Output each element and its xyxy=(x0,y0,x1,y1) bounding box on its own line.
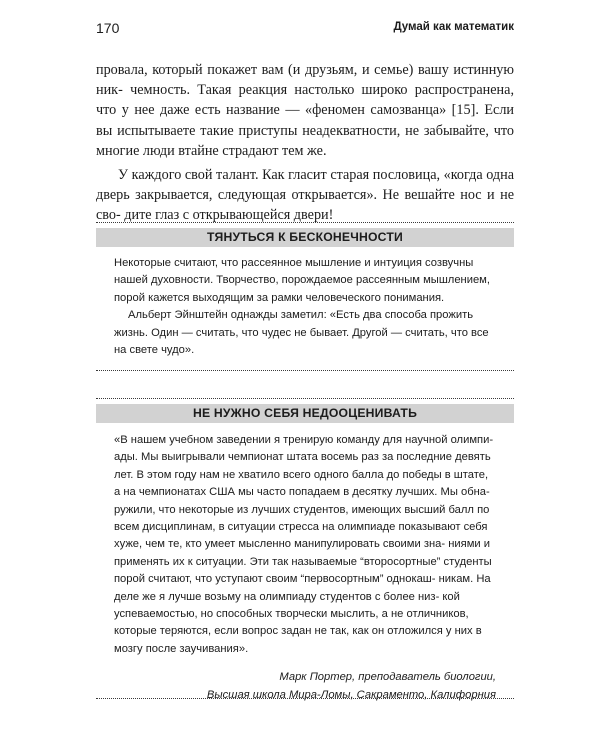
sidebar-title: НЕ НУЖНО СЕБЯ НЕДООЦЕНИВАТЬ xyxy=(96,404,514,423)
sidebar-title: ТЯНУТЬСЯ К БЕСКОНЕЧНОСТИ xyxy=(96,228,514,247)
text-line: лет. В этом году нам не хватило всего одного балла до победы в штате, xyxy=(114,468,489,481)
text-line: которые теряются, если вопрос задан не так, как он отложился у них xyxy=(114,625,473,638)
dotted-divider xyxy=(96,398,514,399)
text-line: себя хуже, чем те, кто умеет мысленно манипулировать своими зна- xyxy=(114,521,488,551)
text-line: никам. На деле же я лучше возьму на олимпиаду студентов с более низ- xyxy=(114,573,491,603)
text-line: в мозгу после заучивания». xyxy=(114,625,482,655)
sidebar-body xyxy=(114,255,496,359)
text-line: ружили, что некоторые из лучших студентов, имеющих высший балл xyxy=(114,503,474,516)
sidebar-paragraph-2 xyxy=(114,307,496,359)
text-line: на свете чудо». xyxy=(114,344,195,357)
text-line: а на чемпионатах США мы часто попадаем в десятку лучших. Мы обна- xyxy=(114,486,490,499)
text-line: «В нашем учебном заведении я тренирую команду для научной олимпи- xyxy=(114,434,494,446)
text-line: дите глаз с открывающейся двери! xyxy=(124,207,334,224)
body-paragraph-1 xyxy=(96,60,514,161)
text-line: ады. Мы выигрывали чемпионат штата восемь раз за последние девять xyxy=(114,451,491,464)
text-line: ниями и применять их к ситуации. Эти так называемые “второсортные” xyxy=(114,538,491,568)
attribution-author: Марк Портер, преподаватель биологии, xyxy=(279,671,496,684)
attribution-school: Высшая школа Мира-Ломы, Сакраменто, Калифорния xyxy=(206,689,496,702)
sidebar-paragraph-1 xyxy=(114,255,496,307)
dotted-divider xyxy=(96,370,514,371)
text-line: даже есть название — «феномен самозванца» [15]. Если вы испытываете xyxy=(96,102,514,139)
sidebar-quote xyxy=(114,432,496,704)
sidebar-box-infinity xyxy=(96,222,514,372)
quote-paragraph xyxy=(114,432,496,658)
body-paragraph-2 xyxy=(96,165,514,226)
dotted-divider xyxy=(96,222,514,223)
text-line: порой кажется выходящим за рамки человеческого понимания. xyxy=(114,291,445,304)
body-text xyxy=(96,60,514,226)
text-line: страдают тем же. xyxy=(222,142,327,159)
text-line: жизнь. Один — считать, что чудес не бывает. Другой — считать, что все xyxy=(114,326,489,339)
page-number: 170 xyxy=(96,20,120,36)
text-line: кой успеваемостью, но способных творчески мыслить, а не отличников, xyxy=(114,590,469,621)
text-line: Альберт Эйнштейн однажды заметил: «Есть два способа прожить xyxy=(128,309,474,322)
sidebar-box-dont-underestimate xyxy=(96,398,514,700)
text-line: студенты порой считают, что уступают своим “первосортным” однокаш- xyxy=(114,555,492,586)
text-line: У каждого свой талант. Как гласит старая пословица, «когда одна xyxy=(118,167,514,184)
text-line: чемность. Такая реакция настолько широко распространена, что у нее xyxy=(96,82,514,119)
text-line: нашей духовности. Творчество, порождаемое рассеянным мышлением, xyxy=(114,274,490,287)
text-line: такие приступы неадекватности, не забывайте, что многие люди втайне xyxy=(96,122,515,159)
dotted-divider xyxy=(96,698,514,699)
text-line: по всем дисциплинам, в ситуации стресса на олимпиаде показывают xyxy=(114,503,490,534)
page-header xyxy=(96,18,514,38)
text-line: дверь закрывается, следующая открывается». Не вешайте нос и не сво- xyxy=(96,187,514,224)
running-title: Думай как математик xyxy=(393,21,514,33)
text-line: провала, который покажет вам (и друзьям, и семье) вашу истинную ник- xyxy=(96,62,514,99)
text-line: Некоторые считают, что рассеянное мышление и интуиция созвучны xyxy=(114,257,474,269)
